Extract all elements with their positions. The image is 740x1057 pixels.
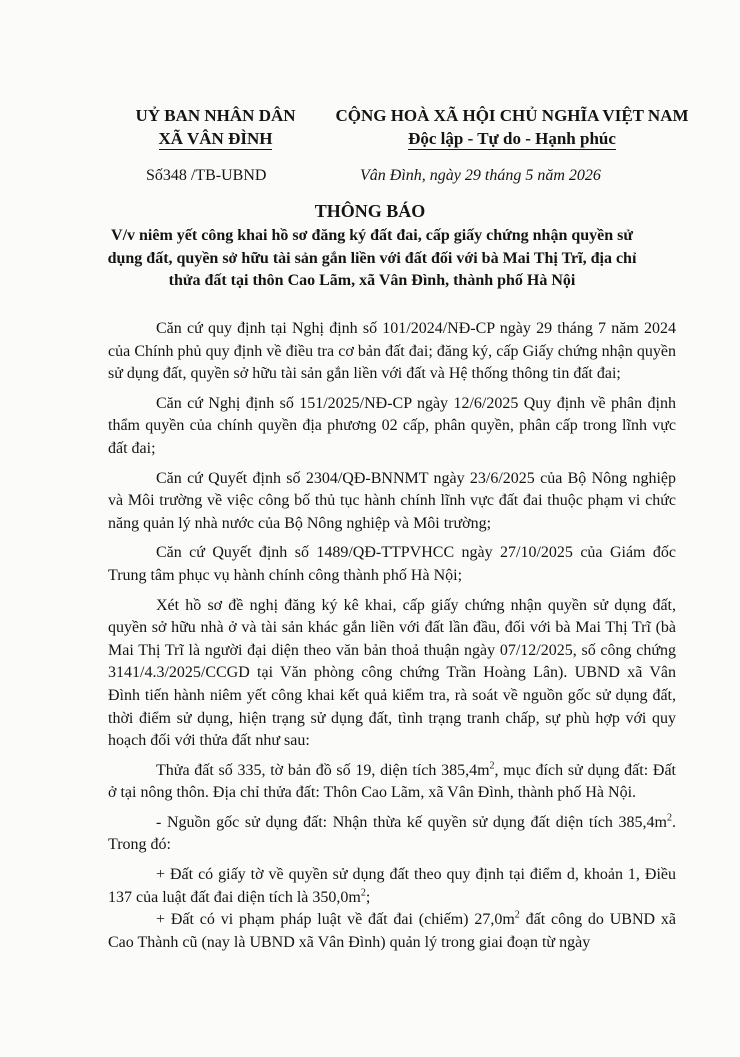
parcel-text-rest: , mục đích sử dụng đất: Đất ở tại nông thôn. Địa chỉ thửa đất: Thôn Cao Lãm, xã Vân Đình, thành phố Hà Nội. [108, 761, 676, 802]
document-body [108, 318, 676, 954]
document-number: Số348 /TB-UBND [146, 167, 267, 184]
list-item [108, 864, 676, 909]
item-text: + Đất có giấy tờ về quyền sử dụng đất theo quy định tại điểm d, khoản 1, Điều 137 của luật đất đai diện tích là 350,0m [108, 866, 676, 906]
authority-line-2: XÃ VÂN ĐÌNH [158, 129, 273, 148]
document-title: THÔNG BÁO [314, 201, 426, 221]
origin-text-rest: . Trong đó: [108, 813, 676, 854]
item-text-rest: đất công do UBND xã Cao Thành cũ (nay là UBND xã Vân Đình) quản lý trong giai đoạn từ ngày [108, 911, 676, 951]
paragraph: Căn cứ Nghị định số 151/2025/NĐ-CP ngày 12/6/2025 Quy định về phân định thẩm quyền của chính quyền địa phương 02 cấp, phân quyền, phân cấp trong lĩnh vực đất đai; [108, 394, 676, 457]
place-and-date: Vân Đình, ngày 29 tháng 5 năm 2026 [360, 167, 601, 184]
parcel-text: Thửa đất số 335, tờ bản đồ số 19, diện tích 385,4m [156, 761, 490, 779]
document-subject: V/v niêm yết công khai hồ sơ đăng ký đất đai, cấp giấy chứng nhận quyền sử dụng đất, quyền sở hữu tài sản gắn liền với đất đối với bà Mai Thị Trĩ, địa chỉ thửa đất tại thôn Cao Lãm, xã Vân Đình, thành phố Hà Nội [107, 227, 637, 289]
origin-paragraph [108, 812, 676, 857]
superscript: 2 [489, 760, 495, 772]
superscript: 2 [514, 909, 520, 921]
superscript: 2 [360, 887, 366, 899]
country-name: CỘNG HOÀ XÃ HỘI CHỦ NGHĨA VIỆT NAM [335, 106, 689, 125]
paragraph: Căn cứ Quyết định số 1489/QĐ-TTPVHCC ngày 27/10/2025 của Giám đốc Trung tâm phục vụ hành chính công thành phố Hà Nội; [108, 544, 676, 584]
paragraph: Căn cứ quy định tại Nghị định số 101/2024/NĐ-CP ngày 29 tháng 7 năm 2024 của Chính phủ quy định về điều tra cơ bản đất đai; đăng ký, cấp Giấy chứng nhận quyền sử dụng đất, quyền sở hữu tài sản gắn liền với đất và Hệ thống thông tin đất đai; [108, 320, 676, 383]
motto: Độc lập - Tự do - Hạnh phúc [408, 129, 616, 148]
national-motto [312, 106, 712, 149]
authority-line-1: UỶ BAN NHÂN DÂN [135, 106, 296, 125]
item-text-rest: ; [365, 888, 371, 906]
paragraph: Căn cứ Quyết định số 2304/QĐ-BNNMT ngày 23/6/2025 của Bộ Nông nghiệp và Môi trường về việc công bố thủ tục hành chính lĩnh vực đất đai thuộc phạm vi chức năng quản lý nhà nước của Bộ Nông nghiệp và Môi trường; [108, 469, 676, 532]
list-item [108, 909, 676, 954]
paragraph: Xét hồ sơ đề nghị đăng ký kê khai, cấp giấy chứng nhận quyền sử dụng đất, quyền sở hữu nhà ở và tài sản khác gắn liền với đất lần đầu, đối với bà Mai Thị Trĩ (bà Mai Thị Trĩ là người đại diện theo văn bản thoả thuận ngày 07/12/2025, số công chứng 3141/4.3/2025/CCGD tại Văn phòng công chứng Trần Hoàng Lân). UBND xã Vân Đình tiến hành niêm yết công khai kết quả kiểm tra, rà soát về nguồn gốc sử dụng đất, thời điểm sử dụng, hiện trạng sử dụng đất, tình trạng tranh chấp, sự phù hợp với quy hoạch đối với thửa đất như sau: [108, 596, 676, 750]
origin-text: - Nguồn gốc sử dụng đất: Nhận thừa kế quyền sử dụng đất diện tích 385,4m [156, 813, 667, 831]
superscript: 2 [667, 812, 672, 824]
parcel-paragraph [108, 760, 676, 805]
issuing-authority [128, 106, 303, 149]
item-text: + Đất có vi phạm pháp luật về đất đai (chiếm) 27,0m [156, 911, 515, 929]
